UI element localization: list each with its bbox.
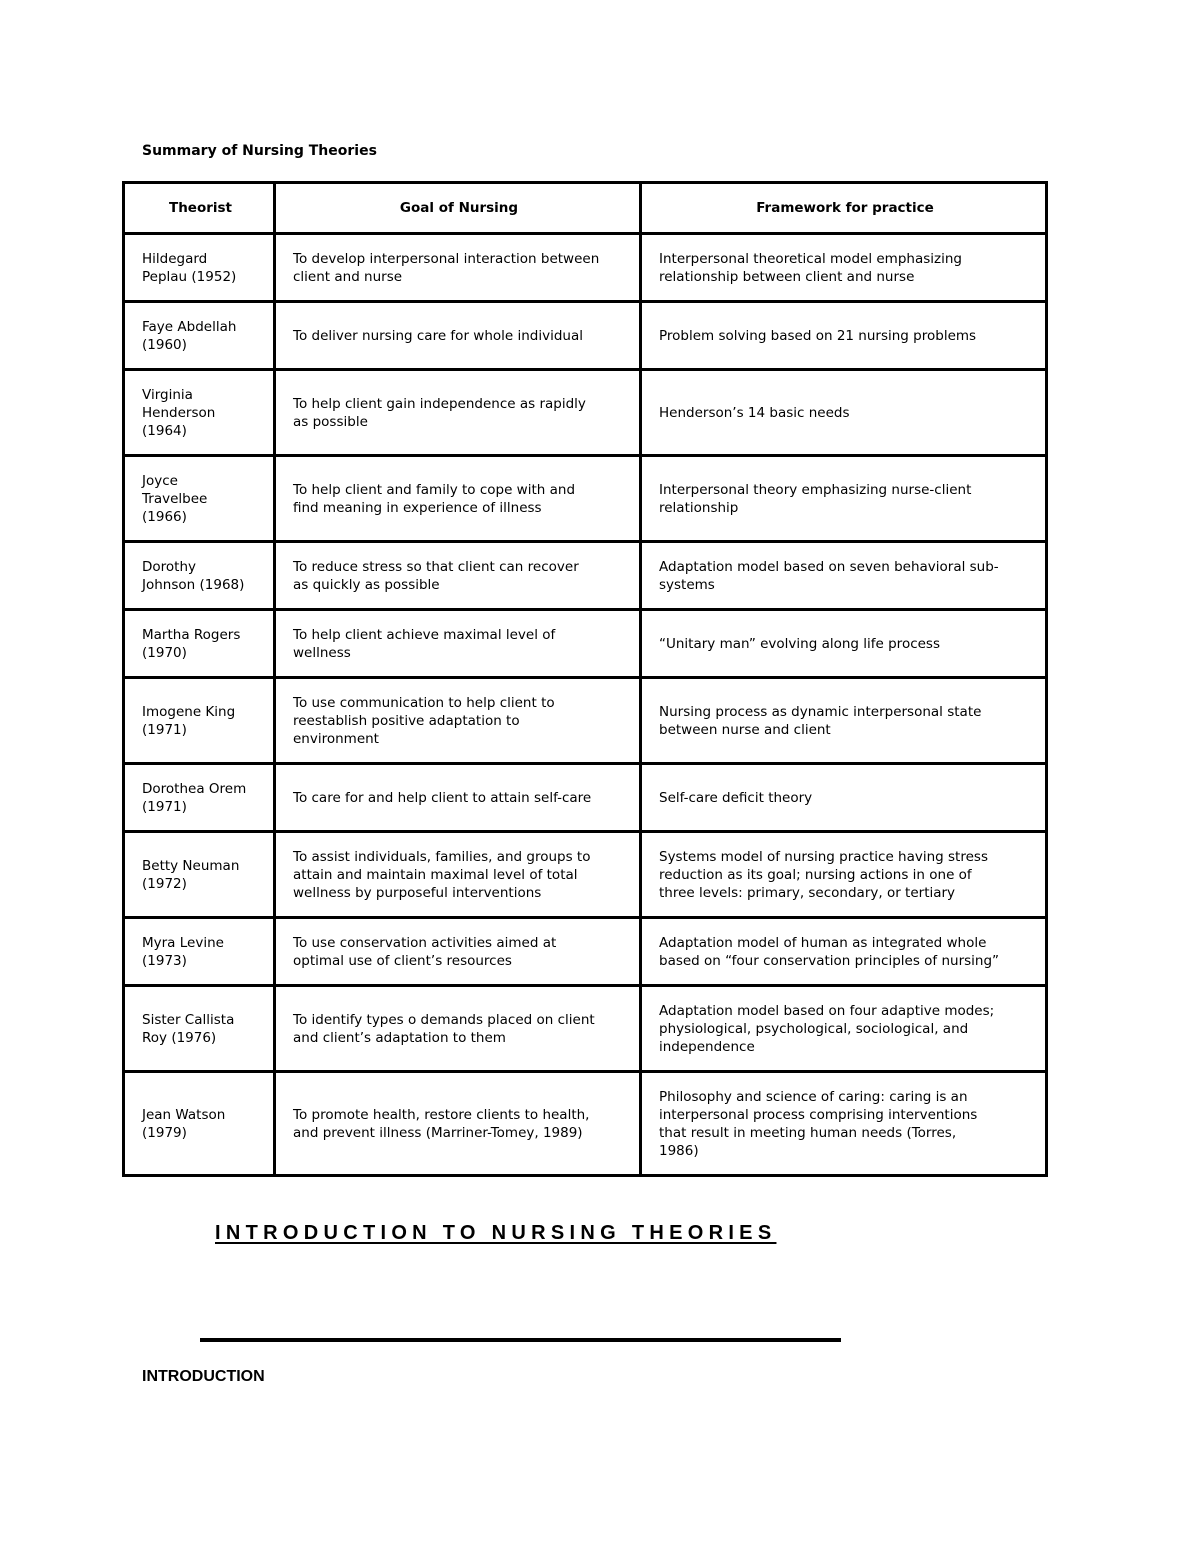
goal-cell: To care for and help client to attain self-care: [275, 764, 641, 832]
goal-cell: To identify types o demands placed on client and client’s adaptation to them: [275, 986, 641, 1072]
table-row: [124, 542, 1047, 610]
goal-cell: To promote health, restore clients to health, and prevent illness (Marriner-Tomey, 1989): [275, 1072, 641, 1176]
theories-table: [122, 181, 1048, 1177]
theorist-cell: Martha Rogers (1970): [124, 610, 275, 678]
table-row: [124, 764, 1047, 832]
goal-cell: To develop interpersonal interaction between client and nurse: [275, 234, 641, 302]
framework-cell: Adaptation model based on four adaptive modes; physiological, psychological, sociological, and independence: [641, 986, 1047, 1072]
header-theorist: Theorist: [124, 183, 275, 234]
goal-cell: To help client gain independence as rapidly as possible: [275, 370, 641, 456]
header-goal-of-nursing: Goal of Nursing: [275, 183, 641, 234]
table-row: [124, 610, 1047, 678]
goal-cell: To help client and family to cope with and find meaning in experience of illness: [275, 456, 641, 542]
goal-cell: To reduce stress so that client can recover as quickly as possible: [275, 542, 641, 610]
goal-cell: To deliver nursing care for whole individual: [275, 302, 641, 370]
goal-cell: To assist individuals, families, and groups to attain and maintain maximal level of total wellness by purposeful interventions: [275, 832, 641, 918]
subsection-label: INTRODUCTION: [142, 1368, 265, 1385]
table-row: [124, 370, 1047, 456]
framework-cell: Adaptation model based on seven behavioral sub- systems: [641, 542, 1047, 610]
framework-cell: Systems model of nursing practice having stress reduction as its goal; nursing actions in one of three levels: primary, secondary, or tertiary: [641, 832, 1047, 918]
framework-cell: Interpersonal theory emphasizing nurse-client relationship: [641, 456, 1047, 542]
framework-cell: Henderson’s 14 basic needs: [641, 370, 1047, 456]
horizontal-rule: [200, 1338, 841, 1342]
theorist-cell: Virginia Henderson (1964): [124, 370, 275, 456]
theorist-cell: Hildegard Peplau (1952): [124, 234, 275, 302]
table-row: [124, 678, 1047, 764]
table-row: [124, 302, 1047, 370]
table-header-row: [124, 183, 1047, 234]
header-framework-for-practice: Framework for practice: [641, 183, 1047, 234]
theorist-cell: Imogene King (1971): [124, 678, 275, 764]
framework-cell: Interpersonal theoretical model emphasizing relationship between client and nurse: [641, 234, 1047, 302]
table-row: [124, 832, 1047, 918]
goal-cell: To help client achieve maximal level of wellness: [275, 610, 641, 678]
framework-cell: “Unitary man” evolving along life process: [641, 610, 1047, 678]
table-row: [124, 234, 1047, 302]
document-title: Summary of Nursing Theories: [142, 143, 377, 159]
table-row: [124, 1072, 1047, 1176]
theorist-cell: Sister Callista Roy (1976): [124, 986, 275, 1072]
goal-cell: To use conservation activities aimed at optimal use of client’s resources: [275, 918, 641, 986]
table-row: [124, 918, 1047, 986]
theorist-cell: Dorothy Johnson (1968): [124, 542, 275, 610]
table-row: [124, 986, 1047, 1072]
theorist-cell: Faye Abdellah (1960): [124, 302, 275, 370]
theorist-cell: Betty Neuman (1972): [124, 832, 275, 918]
theorist-cell: Jean Watson (1979): [124, 1072, 275, 1176]
table-row: [124, 456, 1047, 542]
framework-cell: Nursing process as dynamic interpersonal state between nurse and client: [641, 678, 1047, 764]
framework-cell: Self-care deficit theory: [641, 764, 1047, 832]
framework-cell: Problem solving based on 21 nursing problems: [641, 302, 1047, 370]
theorist-cell: Myra Levine (1973): [124, 918, 275, 986]
table-body: [124, 234, 1047, 1176]
theorist-cell: Joyce Travelbee (1966): [124, 456, 275, 542]
section-heading: INTRODUCTION TO NURSING THEORIES: [215, 1222, 777, 1244]
framework-cell: Philosophy and science of caring: caring is an interpersonal process comprising interventions that result in meeting human needs (Torres, 1986): [641, 1072, 1047, 1176]
framework-cell: Adaptation model of human as integrated whole based on “four conservation principles of nursing”: [641, 918, 1047, 986]
goal-cell: To use communication to help client to reestablish positive adaptation to environment: [275, 678, 641, 764]
theorist-cell: Dorothea Orem (1971): [124, 764, 275, 832]
